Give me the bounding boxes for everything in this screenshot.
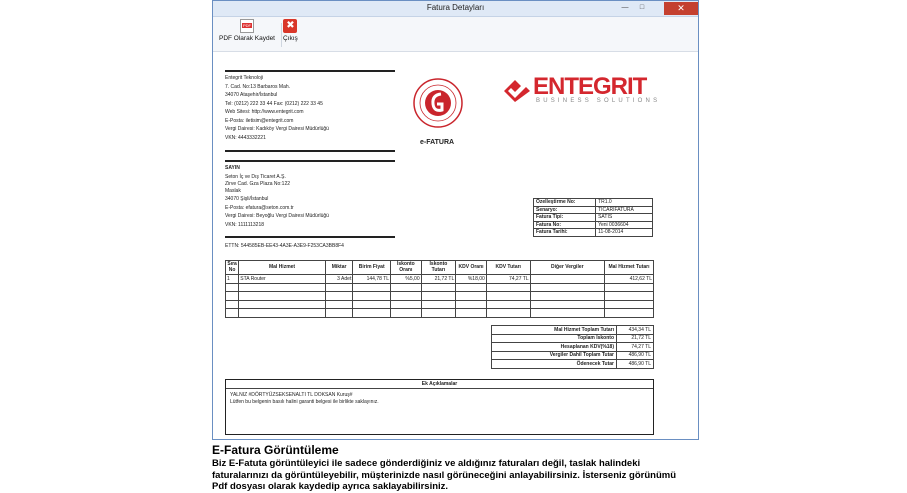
column-header: Sıra No (227, 261, 237, 273)
caption-line: faturalarınızı da görüntüleyebilir, müşterinizde nasıl görüneceğini anlayabilirsiniz. İsterseniz görünümü (212, 469, 677, 481)
exit-label: Çıkış (283, 35, 298, 42)
totals-value: 486,90 TL (617, 351, 654, 360)
notes-line: Lütfen bu belgenin basılı halini garanti belgesi ile birlikte saklayınız. (230, 399, 379, 405)
caption-title: E-Fatura Görüntüleme (212, 443, 339, 457)
seller-line: E-Posta: iletisim@entegrit.com (225, 117, 294, 124)
seller-line: VKN: 4443332221 (225, 134, 266, 141)
cell-discount-rate: %5,00 (391, 275, 422, 284)
buyer-info (225, 164, 329, 229)
pdf-icon (240, 19, 254, 33)
seller-bottom-rule (225, 150, 395, 152)
column-header: Diğer Vergiler (530, 261, 604, 275)
notes-divider (226, 388, 653, 389)
meta-row (534, 221, 653, 229)
totals-value: 21,72 TL (617, 334, 654, 343)
meta-row (534, 206, 653, 214)
seller-line: Tel: (0212) 222 33 44 Fax: (0212) 222 33 45 (225, 100, 323, 107)
totals-label: Mal Hizmet Toplam Tutarı (492, 326, 617, 335)
items-table (225, 260, 654, 318)
column-header: İskonto Tutarı (421, 261, 456, 275)
cell-other-taxes (530, 275, 604, 284)
minimize-icon[interactable]: — (621, 4, 629, 11)
buyer-bottom-rule (225, 236, 395, 238)
meta-value: TICARIFATURA (596, 206, 653, 214)
close-window-button[interactable]: ✕ (664, 2, 698, 15)
buyer-line: Zirve Cad. Gza Plaza No:122 (225, 181, 291, 187)
column-header: Mal Hizmet (239, 261, 326, 275)
cell-no: 1 (226, 275, 239, 284)
toolbar-separator (281, 23, 282, 47)
title-bar (213, 1, 698, 17)
meta-label: Özelleştirme No: (534, 199, 596, 207)
meta-value: SATIS (596, 214, 653, 222)
buyer-line: Seton İç ve Dış Ticaret A.Ş. (225, 173, 286, 180)
meta-label: Fatura Tarihi: (534, 229, 596, 237)
caption-line: Pdf dosyası olarak kaydedip ayrıca saklayabilirsiniz. (212, 481, 449, 492)
cell-item: STA Router (239, 275, 326, 284)
buyer-line: E-Posta: efatura@seton.com.tr (225, 204, 294, 211)
column-header: KDV Tutarı (486, 261, 530, 275)
buyer-top-rule (225, 160, 395, 162)
column-header: Miktar (325, 261, 353, 275)
totals-row (492, 326, 654, 335)
meta-value: TR1.0 (596, 199, 653, 207)
empty-row (226, 300, 654, 309)
meta-label: Fatura No: (534, 221, 596, 229)
cell-total: 412,62 TL (605, 275, 654, 284)
maximize-icon[interactable]: □ (639, 4, 645, 11)
exit-icon: ✖ (283, 19, 297, 33)
table-row (226, 275, 654, 284)
totals-value: 434,34 TL (617, 326, 654, 335)
invoice-window (212, 0, 699, 440)
notes-line: YALNIZ #DÖRTYÜZSEKSENALTI TL DOKSAN Kuruş# (230, 392, 353, 398)
notes-heading: Ek Açıklamalar (421, 381, 458, 387)
cell-vat-rate: %18,00 (456, 275, 487, 284)
buyer-line: VKN: 1111113218 (225, 221, 265, 228)
totals-label: Toplam İskonto (492, 334, 617, 343)
buyer-line: Vergi Dairesi: Beyoğlu Vergi Dairesi Müdürlüğü (225, 213, 329, 219)
invoice-meta-table (533, 198, 653, 237)
empty-row (226, 309, 654, 318)
meta-label: Fatura Tipi: (534, 214, 596, 222)
meta-row (534, 214, 653, 222)
ettn-label: ETTN: 544585EB-EE43-4A3E-A3E9-F253CA3BB8F4 (225, 243, 344, 249)
seller-line: 34070 Ataşehir/İstanbul (225, 92, 278, 98)
e-fatura-label: e-FATURA (420, 139, 455, 146)
totals-label: Hesaplanan KDV(%18) (492, 343, 617, 352)
seller-info (225, 74, 329, 142)
cell-vat-amount: 74,27 TL (486, 275, 530, 284)
totals-row (492, 334, 654, 343)
caption-body (212, 458, 676, 493)
totals-row (492, 360, 654, 369)
column-header: Mal Hizmet Tutarı (605, 261, 654, 275)
pdf-icon-badge: PDF (243, 23, 251, 28)
entegrit-logo-icon (502, 78, 532, 104)
column-header: İskonto Oranı (391, 261, 422, 275)
totals-label: Vergiler Dahil Toplam Tutar (492, 351, 617, 360)
seller-line: Entegrit Teknoloji (225, 75, 263, 81)
column-header: KDV Oranı (456, 261, 487, 275)
meta-value: Yeni 0036604 (596, 221, 653, 229)
totals-row (492, 351, 654, 360)
meta-row (534, 199, 653, 207)
totals-table (491, 325, 654, 369)
seller-line: Vergi Dairesi: Kadıköy Vergi Dairesi Müdürlüğü (225, 126, 329, 132)
seller-line: Web Sitesi: http://www.entegrit.com (225, 109, 304, 115)
invoice-document (215, 53, 696, 437)
logo-subtitle: BUSINESS SOLUTIONS (536, 98, 661, 104)
seller-line: 7. Cad. No:13 Barbaros Mah. (225, 83, 291, 90)
meta-label: Senaryo: (534, 206, 596, 214)
totals-label: Ödenecek Tutar (492, 360, 617, 369)
notes-box (225, 379, 654, 435)
buyer-line: 34070 Şişli/İstanbul (225, 196, 269, 202)
empty-row (226, 283, 654, 292)
buyer-line: Maslak (225, 188, 241, 194)
logo-text: ENTEGRIT (533, 73, 647, 100)
cell-qty: 3 Adet (325, 275, 353, 284)
buyer-heading: SAYIN (225, 165, 240, 171)
cell-unit-price: 144,78 TL (353, 275, 391, 284)
window-title: Fatura Detayları (426, 3, 485, 12)
toolbar (213, 17, 698, 52)
exit-button[interactable] (283, 19, 298, 42)
save-pdf-button[interactable] (219, 19, 275, 42)
cell-discount-amount: 21,72 TL (421, 275, 456, 284)
totals-row (492, 343, 654, 352)
meta-row (534, 229, 653, 237)
meta-value: 11-08-2014 (596, 229, 653, 237)
caption-line: Biz E-Fatuta görüntüleyici ile sadece gönderdiğiniz ve aldığınız faturaları değil, taslak halindeki (212, 458, 641, 469)
gib-seal-icon (412, 77, 464, 129)
save-pdf-label: PDF Olarak Kaydet (219, 35, 275, 42)
column-header: Birim Fiyat (353, 261, 391, 275)
empty-row (226, 292, 654, 301)
seller-top-rule (225, 70, 395, 72)
totals-value: 486,90 TL (617, 360, 654, 369)
totals-value: 74,27 TL (617, 343, 654, 352)
items-header-row (226, 261, 654, 275)
